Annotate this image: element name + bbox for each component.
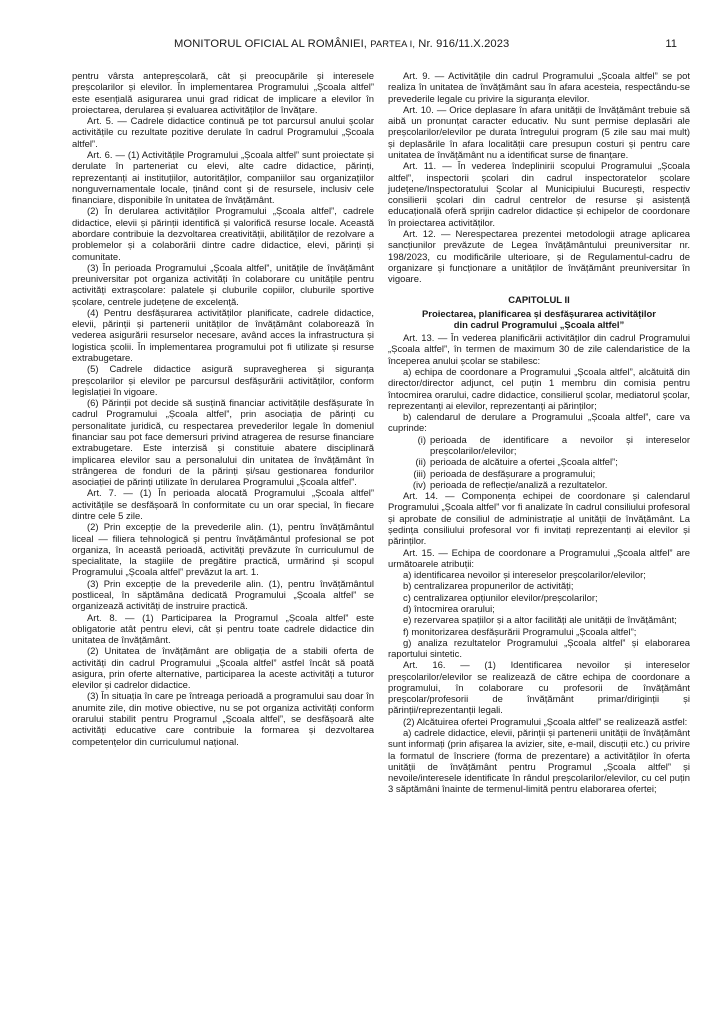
paragraph: Art. 16. — (1) Identificarea nevoilor și intereselor preșcolarilor/elevilor se realizează de către echipa de coordonare a programului, în colaborare cu profesorii de învățământ preșcolar/profesorii de învățământ primar/diriginții și părinții/reprezentanții legali. [388, 660, 690, 717]
list-item: d) întocmirea orarului; [403, 603, 495, 615]
list-item-number: (iv) [412, 479, 426, 491]
paragraph: Art. 6. — (1) Activitățile Programului „Școala altfel” sunt proiectate și derulate în parteneriat cu elevi, alte cadre didactice, părinți, reprezentanți ai instituțiilor, autorităților, companiilor sau organizațiilor nonguvernamentale locale, ținând cont și de resursele, inclusiv cele financiare, disponibile în unitatea de învățământ. [72, 149, 374, 207]
chapter-title-line: din cadrul Programului „Școala altfel” [453, 319, 625, 331]
paragraph: Art. 9. — Activitățile din cadrul Programului „Școala altfel” se pot realiza în unitatea de învățământ sau în afara acesteia, respectându-se prevederile legale cu privire la siguranța elevilor. [388, 71, 690, 105]
paragraph: (2) Alcătuirea ofertei Programului „Școala altfel” se realizează astfel: [403, 716, 688, 728]
paragraph: pentru vârsta antepreșcolară, cât și preocupările și interesele preșcolarilor și elevilor. În implementarea Programului „Școala altfel” este esențială asigurarea unui grad ridicat de implicare a elevilor în proiectarea, derularea și evaluarea activităților de învățare. [72, 71, 374, 116]
paragraph: Art. 14. — Componența echipei de coordonare și calendarul Programului „Școala altfel” vor fi analizate în cadrul consiliului profesoral și aprobate de consiliul de administrație al unității de învățământ. La ședința consiliului profesoral vor fi invitați reprezentanți ai elevilor și părinților. [388, 491, 690, 548]
paragraph: Art. 8. — (1) Participarea la Programul „Școala altfel” este obligatorie atât pentru elevi, cât și pentru toate cadrele didactice din unitatea de învățământ. [72, 612, 374, 647]
page-number: 11 [665, 38, 677, 50]
paragraph: (6) Părinții pot decide să susțină financiar activitățile desfășurate în cadrul Programului „Școala altfel”, prin asociația de părinți cu personalitate juridică, cu respectarea prevederilor legale în domeniul financiar sau pot face demersuri privind atragerea de resurse financiare extrabugetare. Este interzisă și constituie abatere disciplinară implicarea elevilor sau a personalului din unitatea de învățământ în strângerea de fonduri de la părinți și/sau gestionarea fondurilor asociației de părinți utilizate în derularea Programului „Școala altfel”. [72, 398, 374, 489]
paragraph: (4) Pentru desfășurarea activităților planificate, cadrele didactice, elevii, părinții și partenerii unităților de învățământ colaborează în vederea asigurării resurselor necesare, având acces la infrastructura și logistica școlii. În implementarea programului pot fi utilizate și resurse extrabugetare. [72, 307, 374, 365]
paragraph: Art. 15. — Echipa de coordonare a Programului „Școala altfel” are următoarele atribuții: [388, 547, 690, 570]
paragraph: b) calendarul de derulare a Programului „Școala altfel”, care va cuprinde: [388, 412, 690, 435]
list-item-text: perioada de reflecție/analiză a rezultatelor. [430, 479, 608, 491]
gazette-name: MONITORUL OFICIAL AL ROMÂNIEI, [174, 38, 368, 50]
paragraph: Art. 7. — (1) În perioada alocată Programului „Școala altfel” activitățile se desfășoară în conformitate cu un orar special, în fiecare dintre cele 5 zile. [72, 488, 374, 522]
chapter-number: CAPITOLUL II [508, 295, 570, 307]
list-item [388, 469, 690, 480]
list-item: c) centralizarea opțiunilor elevilor/preșcolarilor; [403, 592, 598, 604]
paragraph: Art. 5. — Cadrele didactice continuă pe tot parcursul anului școlar activitățile cu rezultate pozitive derulate în cadrul Programului „Școala altfel”. [72, 116, 374, 150]
gazette-part: PARTEA I, [370, 38, 416, 49]
paragraph: Art. 13. — În vederea planificării activităților din cadrul Programului „Școala altfel”, în termen de maximum 30 de zile calendaristice de la începerea anului școlar se stabilesc: [388, 333, 690, 367]
list-item-number: (iii) [413, 468, 426, 480]
chapter-title-line: Proiectarea, planificarea și desfășurarea activităților [422, 308, 656, 320]
list-item-text: perioada de alcătuire a ofertei „Școala altfel”; [430, 457, 618, 469]
list-item-text: perioada de identificare a nevoilor și intereselor preșcolarilor/elevilor; [430, 434, 690, 457]
list-item: e) rezervarea spațiilor și a altor facilități ale unității de învățământ; [403, 615, 677, 627]
list-item: b) centralizarea propunerilor de activități; [403, 581, 574, 593]
left-column [72, 71, 374, 748]
list-item: g) analiza rezultatelor Programului „Școala altfel” și elaborarea raportului sintetic. [388, 637, 690, 661]
paragraph: Art. 12. — Nerespectarea prezentei metodologii atrage aplicarea sancțiunilor prevăzute de Legea învățământului preuniversitar nr. 198/2023, cu modificările ulterioare, și de Regulamentul-cadru de organizare și funcționare a unităților de învățământ preuniversitar în vigoare. [388, 228, 690, 286]
paragraph: (2) Unitatea de învățământ are obligația de a stabili oferta de activități din cadrul Programului „Școala altfel” astfel încât să poată asigura, prin oferte alternative, participarea la aceste activități a tuturor elevilor și cadrelor didactice. [72, 646, 374, 692]
right-column [388, 71, 690, 796]
paragraph: (3) În situația în care pe întreaga perioadă a programului sau doar în anumite zile, din motive obiective, nu se pot organiza activități conform orarului stabilit pentru Programul „Școala altfel”, se desfășoară alte activități educative care contribuie la formarea și dezvoltarea competențelor din curriculumul național. [72, 691, 374, 748]
list-item-number: (i) [417, 434, 426, 446]
paragraph: a) echipa de coordonare a Programului „Școala altfel”, alcătuită din director/director adjunct, cel puțin 1 membru din comisia pentru întocmirea orarului, cadre didactice, consilierul școlar, mediatorul școlar, reprezentanți ai elevilor, reprezentanți ai părinților; [388, 367, 690, 412]
paragraph: Art. 10. — Orice deplasare în afara unității de învățământ trebuie să aibă un pronunțat caracter educativ. Nu sunt permise deplasări ale preșcolarilor/elevilor pe durata întregului program (5 zile sau mai mult) și deplasările în afara localității care presupun costuri și pentru care unitatea de învățământ nu a identificat surse de finanțare. [388, 104, 690, 161]
page-header [72, 38, 683, 56]
publication-title [174, 38, 509, 50]
list-item [388, 457, 690, 468]
paragraph: Art. 11. — În vederea îndeplinirii scopului Programului „Școala altfel”, inspectorii școlari din cadrul inspectoratelor școlare județene/Inspectoratului Școlar al Municipiului București, respectiv consilierii școlari din cadrul centrelor de resurse și asistență educațională oferă sprijin cadrelor didactice și echipelor de coordonare în proiectarea activităților. [388, 161, 690, 229]
gazette-issue: Nr. 916/11.X.2023 [418, 38, 510, 50]
list-item-text: perioada de desfășurare a programului; [430, 468, 596, 480]
paragraph: (3) În perioada Programului „Școala altfel”, unitățile de învățământ preuniversitar pot organiza activități în colaborare cu unitățile pentru activități extrașcolare: palatele și cluburile copiilor, cluburile sportive școlare, centrele județene de excelență. [72, 262, 374, 308]
chapter-title [388, 309, 690, 332]
paragraph: (3) Prin excepție de la prevederile alin. (1), pentru învățământul postliceal, în săptămâna dedicată Programului „Școala altfel” se organizează activități de instruire practică. [72, 578, 374, 613]
paragraph: (2) Prin excepție de la prevederile alin. (1), pentru învățământul liceal — filiera tehnologică și pentru învățământul profesional se pot organiza, în această perioadă, activități prevăzute în curriculumul de specialitate, la stagiile de pregătire practică, urmărind și scopul Programului „Școala altfel” prevăzut la art. 1. [72, 522, 374, 579]
list-item [388, 435, 690, 458]
list-item: a) identificarea nevoilor și intereselor preșcolarilor/elevilor; [403, 570, 646, 582]
paragraph: (2) În derularea activităților Programului „Școala altfel”, cadrele didactice, elevii și părinții identifică și valorifică resurse locale. Această abordare contribuie la dezvoltarea creativității, abilităților de rezolvare a problemelor și a colaborării dintre cadre didactice, elevi, părinți și comunitate. [72, 206, 374, 263]
paragraph: (5) Cadrele didactice asigură supravegherea și siguranța preșcolarilor și elevilor pe parcursul desfășurării activităților, conform legislației în vigoare. [72, 364, 374, 398]
list-item [388, 480, 690, 491]
list-item-number: (ii) [415, 457, 426, 469]
list-item: f) monitorizarea desfășurării Programului „Școala altfel”; [403, 626, 637, 638]
paragraph: a) cadrele didactice, elevii, părinții și partenerii unității de învățământ sunt informați (prin afișarea la avizier, site, e-mail, discuții etc.) cu privire la formatul de înscriere (forma de prezentare) a activităților în oferta unității de învățământ pentru Programul „Școala altfel” și nevoile/interesele identificate în rândul preșcolarilor/elevilor, cu cel puțin 3 săptămâni înainte de termenul-limită pentru elaborarea ofertei; [388, 728, 690, 796]
